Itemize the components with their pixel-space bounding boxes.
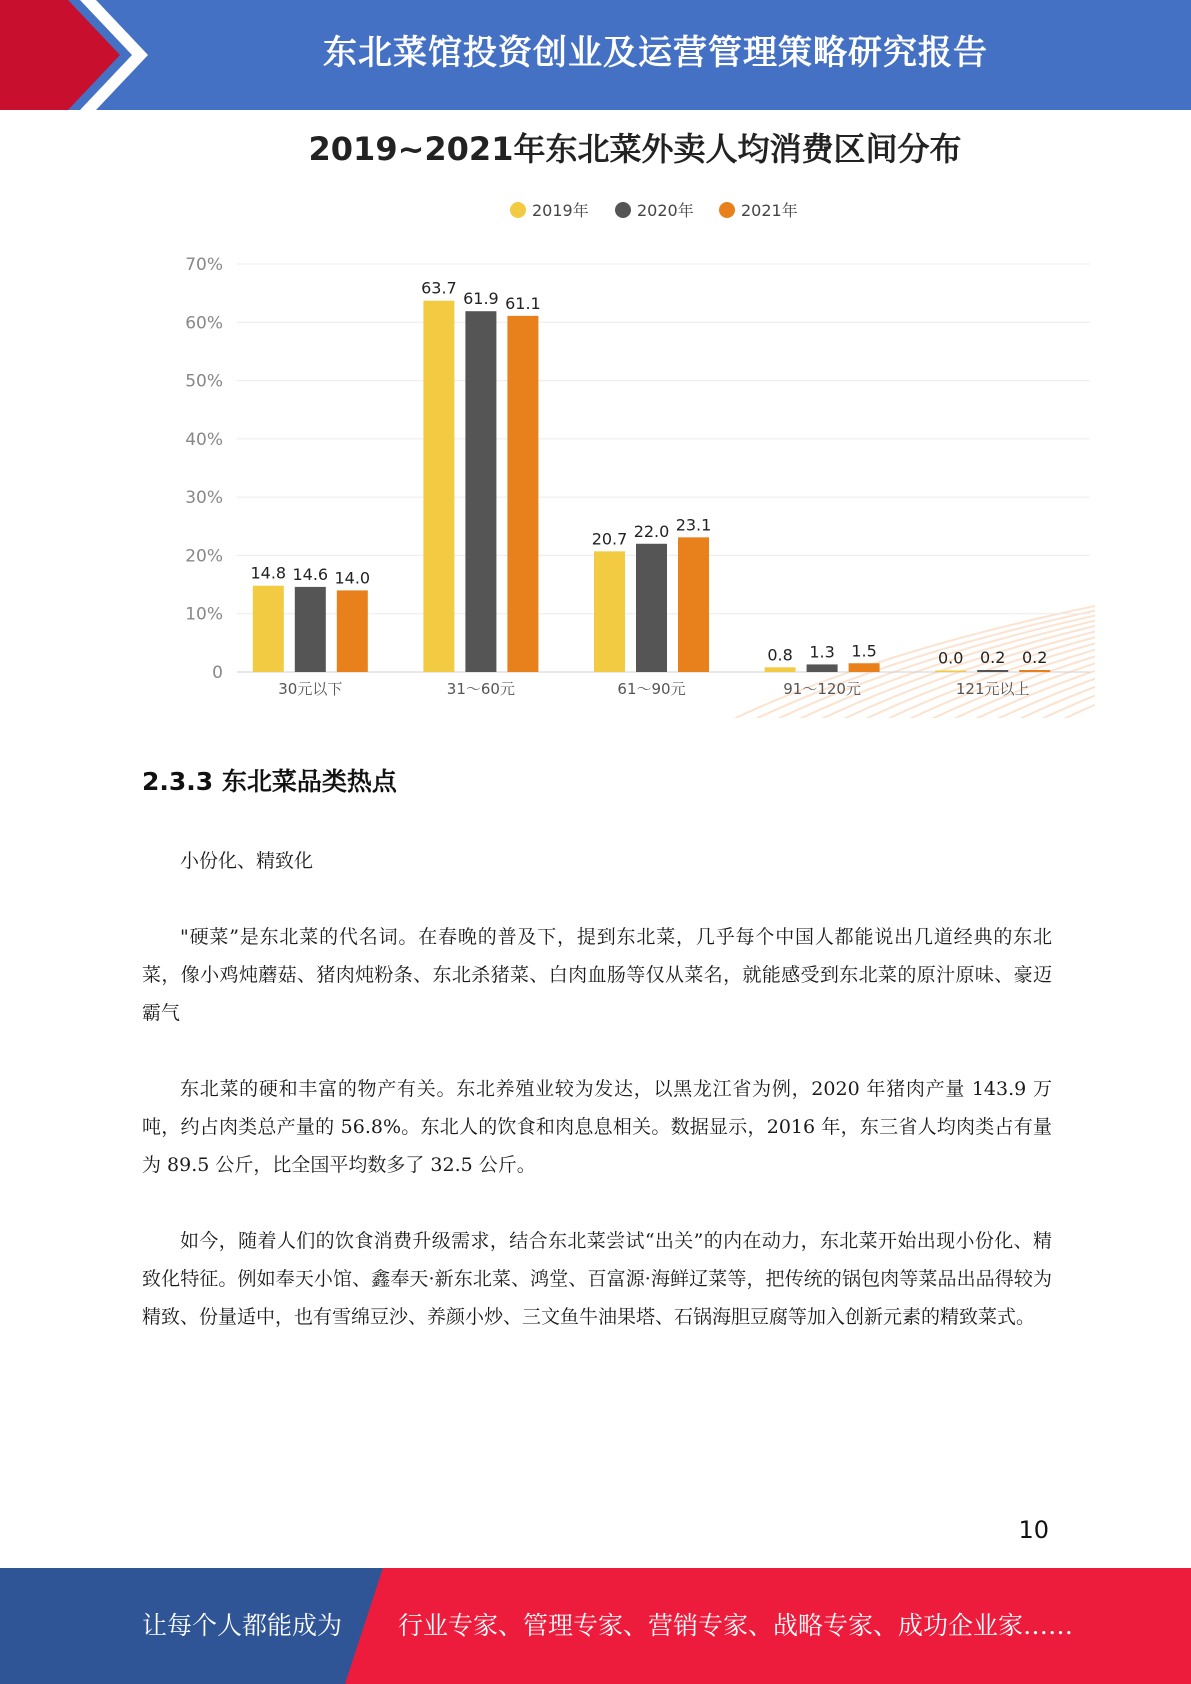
legend-swatch [719, 202, 735, 218]
x-axis [278, 680, 1029, 698]
bar [849, 663, 880, 672]
page-footer [0, 1568, 1191, 1684]
bar [295, 587, 326, 672]
data-label: 14.0 [334, 568, 371, 588]
data-label: 1.3 [809, 642, 835, 662]
x-tick-label: 31～60元 [446, 680, 515, 698]
data-label: 63.7 [421, 278, 457, 298]
chart-legend [510, 201, 798, 220]
data-label: 0.2 [1021, 648, 1048, 667]
bar [935, 671, 966, 673]
bar [807, 664, 838, 672]
document-title: 东北菜馆投资创业及运营管理策略研究报告 [323, 33, 988, 73]
footer-slogan-left: 让每个人都能成为 [142, 1611, 343, 1640]
bar [253, 586, 284, 672]
header-arrow-decoration [0, 0, 160, 110]
data-label: 20.7 [591, 529, 628, 549]
paragraph: 如今，随着人们的饮食消费升级需求，结合东北菜尝试“出关”的内在动力，东北菜开始出现小份化、精致化特征。例如奉天小馆、鑫奉天·新东北菜、鸿堂、百富源·海鲜辽菜等，把传统的锅包肉等菜品出品得较为精致、份量适中，也有雪绵豆沙、养颜小炒、三文鱼牛油果塔、石锅海胆豆腐等加入创新元素的精致菜式。 [142, 1230, 1052, 1328]
bar [765, 667, 796, 672]
legend-swatch [615, 202, 631, 218]
footer-slogan-right: 行业专家、管理专家、营销专家、战略专家、成功企业家…… [398, 1611, 1074, 1640]
chart-canvas [175, 128, 1095, 718]
data-label: 23.1 [675, 515, 712, 535]
data-label: 61.9 [463, 289, 499, 309]
data-label: 0.2 [979, 648, 1006, 667]
page-number: 10 [1018, 1516, 1049, 1544]
x-tick-label: 91～120元 [783, 680, 861, 698]
y-tick-label: 60% [185, 313, 223, 334]
data-label: 61.1 [505, 293, 541, 313]
bar [337, 590, 368, 672]
bar [636, 544, 667, 672]
y-tick-label: 50% [185, 371, 223, 392]
bar [465, 311, 496, 672]
y-tick-label: 30% [185, 488, 223, 509]
chart-title: 2019~2021年东北菜外卖人均消费区间分布 [308, 130, 962, 168]
x-tick-label: 30元以下 [278, 680, 343, 698]
bar-series [250, 279, 1050, 672]
bar [977, 670, 1008, 672]
legend-label: 2021年 [741, 201, 798, 220]
x-tick-label: 61～90元 [617, 680, 686, 698]
y-tick-label: 20% [185, 546, 223, 567]
x-tick-label: 121元以上 [955, 680, 1030, 698]
y-tick-label: 10% [185, 604, 223, 625]
y-tick-label: 0 [212, 663, 223, 683]
data-label: 0.8 [767, 645, 793, 665]
legend-label: 2019年 [532, 201, 589, 220]
y-tick-label: 40% [185, 429, 223, 450]
data-label: 1.5 [851, 641, 877, 661]
bar [1019, 670, 1050, 672]
data-label: 14.8 [250, 563, 287, 583]
data-label: 0.0 [937, 648, 964, 668]
bar [594, 551, 625, 672]
y-axis [185, 255, 223, 683]
y-tick-label: 70% [185, 255, 223, 275]
paragraph: "硬菜”是东北菜的代名词。在春晚的普及下，提到东北菜，几乎每个中国人都能说出几道经典的东北菜，像小鸡炖蘑菇、猪肉炖粉条、东北杀猪菜、白肉血肠等仅从菜名，就能感受到东北菜的原汁原味、豪迈霸气 [142, 926, 1052, 1024]
paragraph-subtitle: 小份化、精致化 [180, 850, 314, 872]
legend-label: 2020年 [637, 201, 694, 220]
section-heading: 2.3.3 东北菜品类热点 [142, 767, 397, 796]
bar-chart [175, 128, 1095, 718]
bar [678, 537, 709, 672]
paragraph: 东北菜的硬和丰富的物产有关。东北养殖业较为发达，以黑龙江省为例，2020 年猪肉产量 143.9 万吨，约占肉类总产量的 56.8%。东北人的饮食和肉息息相关。数据显示，2016 年，东三省人均肉类占有量为 89.5 公斤，比全国平均数多了 32.5 公斤。 [142, 1078, 1052, 1176]
bar [423, 301, 454, 672]
legend-swatch [510, 202, 526, 218]
data-label: 14.6 [292, 564, 329, 584]
page-header [0, 0, 1191, 110]
data-label: 22.0 [633, 521, 670, 541]
bar [507, 316, 538, 672]
